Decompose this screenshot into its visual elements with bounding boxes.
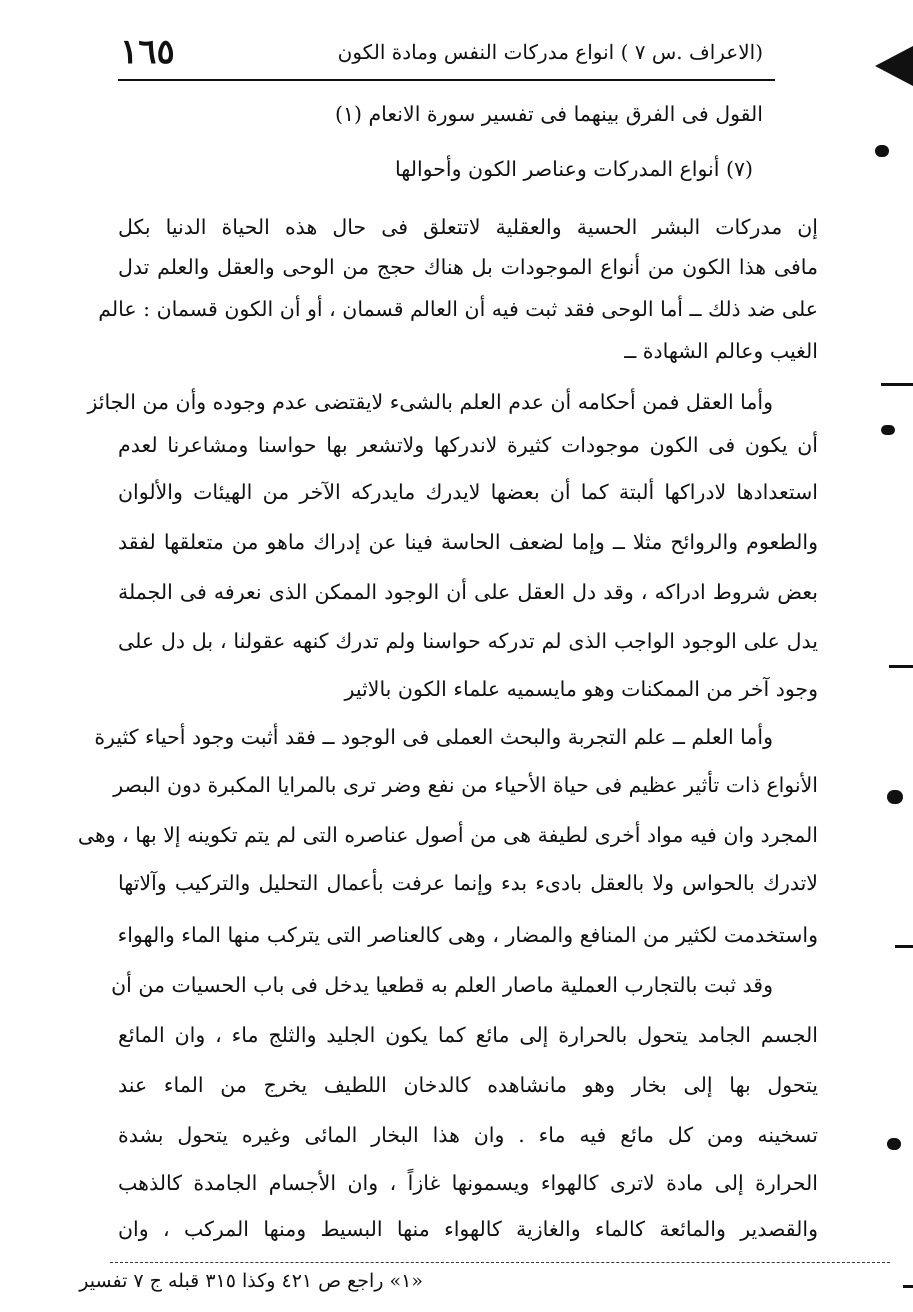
scan-edge-mark xyxy=(875,46,913,86)
body-line-19: وقد ثبت بالتجارب العملية ماصار العلم به قطعيا يدخل فى باب الحسيات من أن xyxy=(111,973,773,997)
body-line-15: الأنواع ذات تأثير عظيم فى حياة الأحياء من نفع وضر ترى بالمرايا المكبرة دون البصر xyxy=(113,773,818,797)
header-rule xyxy=(118,79,775,81)
scan-speck xyxy=(889,665,913,668)
footnote-rule xyxy=(110,1262,890,1263)
body-line-16: المجرد وان فيه مواد أخرى لطيفة هى من أصول عناصره التى لم يتم تكوينه إلا بها ، وهى xyxy=(77,823,818,847)
running-header xyxy=(120,28,763,78)
body-line-13: وجود آخر من الممكنات وهو مايسميه علماء الكون بالاثير xyxy=(344,677,818,701)
body-line-24: والقصدير والمائعة كالماء والغازية كالهواء منها البسيط ومنها المركب ، وان xyxy=(118,1217,818,1241)
scan-speck xyxy=(881,425,895,435)
body-line-14: وأما العلم ــ علم التجربة والبحث العملى فى الوجود ــ فقد أثبت وجود أحياء كثيرة xyxy=(94,725,773,749)
body-line-12: يدل على الوجود الواجب الذى لم تدركه حواسنا ولم تدرك كنهه عقولنا ، بل دل على xyxy=(118,629,818,653)
body-line-9: استعدادها لادراكها ألبتة كما أن بعضها لايدرك مايدركه الآخر من الهيئات والألوان xyxy=(118,480,818,504)
body-line-10: والطعوم والروائح مثلا ــ وإما لضعف الحاسة فينا عن إدراك ماهو من متعلقها لفقد xyxy=(118,530,818,554)
body-line-21: يتحول بها إلى بخار وهو مانشاهده كالدخان اللطيف يخرج من الماء عند xyxy=(118,1073,818,1097)
body-line-7: وأما العقل فمن أحكامه أن عدم العلم بالشىء لايقتضى عدم وجوده وأن من الجائز xyxy=(87,390,773,414)
body-line-5: على ضد ذلك ــ أما الوحى فقد ثبت فيه أن العالم قسمان ، أو أن الكون قسمان : عالم xyxy=(98,297,818,321)
page-number: ١٦٥ xyxy=(120,32,175,72)
section-heading: (٧) أنواع المدركات وعناصر الكون وأحوالها xyxy=(395,157,753,181)
scan-speck xyxy=(895,945,913,948)
body-line-23: الحرارة إلى مادة لاترى كالهواء ويسمونها غازاً ، وان الأجسام الجامدة كالذهب xyxy=(118,1171,818,1195)
scan-speck xyxy=(903,1285,913,1288)
body-line-22: تسخينه ومن كل مائع فيه ماء . وان هذا البخار المائى وغيره يتحول بشدة xyxy=(118,1123,818,1147)
body-line-17: لاتدرك بالحواس ولا بالعقل بادىء بدء وإنما عرفت بأعمال التحليل والتركيب وآلاتها xyxy=(118,871,818,895)
body-line-3: إن مدركات البشر الحسية والعقلية لاتتعلق فى حال هذه الحياة الدنيا بكل xyxy=(118,215,818,239)
scan-speck xyxy=(881,383,913,386)
header-title: (الاعراف .س ٧ ) انواع مدركات النفس ومادة الكون xyxy=(337,40,763,64)
body-line-20: الجسم الجامد يتحول بالحرارة إلى مائع كما يكون الجليد والثلج ماء ، وان المائع xyxy=(118,1023,818,1047)
body-line-4: مافى هذا الكون من أنواع الموجودات بل هناك حجج من الوحى والعقل والعلم تدل xyxy=(118,255,818,279)
body-line-8: أن يكون فى الكون موجودات كثيرة لاندركها ولاتشعر بها حواسنا ومشاعرنا لعدم xyxy=(118,433,818,457)
scan-speck xyxy=(887,1138,901,1150)
footnote: «١» راجع ص ٤٢١ وكذا ٣١٥ قبله ج ٧ تفسير xyxy=(79,1270,423,1292)
scan-speck xyxy=(875,145,889,157)
body-line-18: واستخدمت لكثير من المنافع والمضار ، وهى كالعناصر التى يتركب منها الماء والهواء xyxy=(117,923,818,947)
body-line-1: القول فى الفرق بينهما فى تفسير سورة الانعام (١) xyxy=(334,102,763,126)
body-line-6: الغيب وعالم الشهادة ــ xyxy=(624,339,818,363)
body-line-11: بعض شروط ادراكه ، وقد دل العقل على أن الوجود الممكن الذى نعرفه فى الجملة xyxy=(118,580,818,604)
scan-speck xyxy=(887,790,903,804)
